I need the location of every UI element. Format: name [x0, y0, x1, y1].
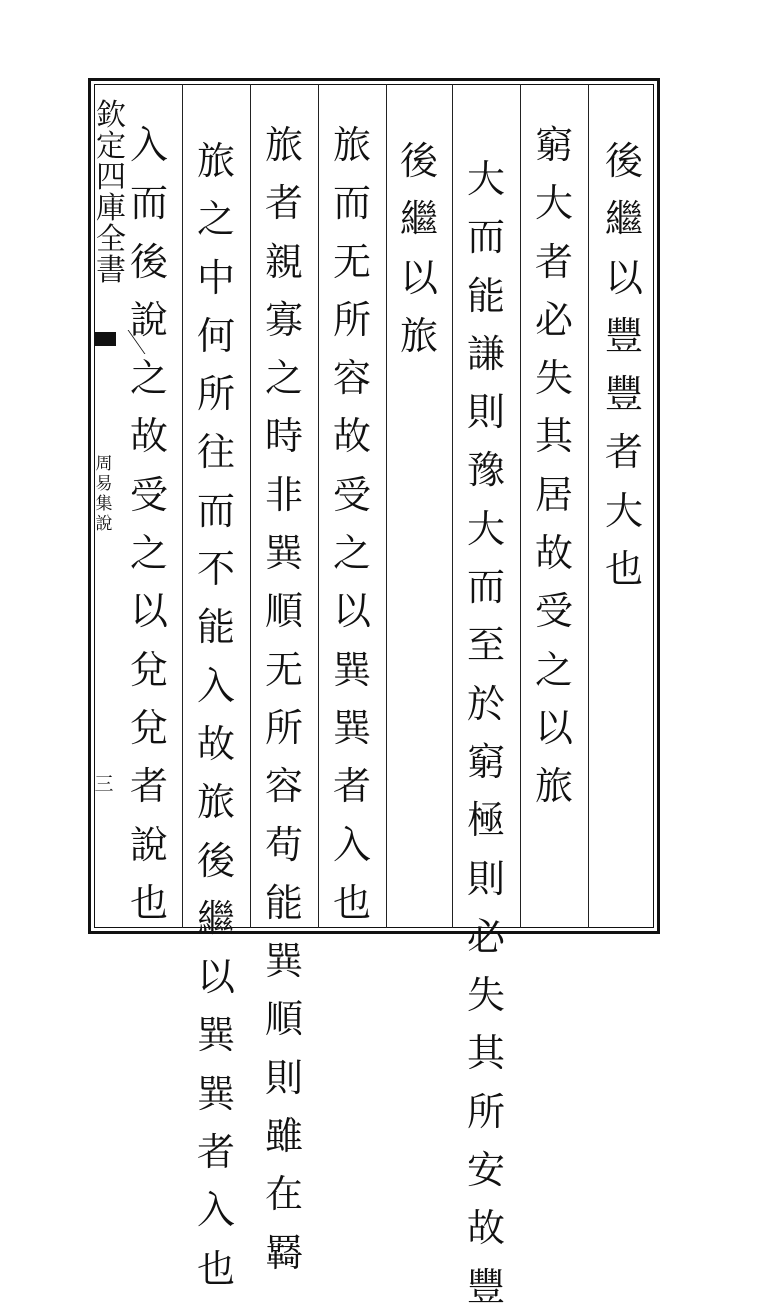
glyph: 而	[466, 565, 505, 610]
glyph: 集	[95, 494, 113, 514]
text-column-1	[597, 132, 651, 598]
text-column-3	[459, 150, 513, 1316]
glyph: 者	[129, 764, 168, 809]
text-column-6	[257, 116, 311, 1282]
glyph: 旅	[264, 123, 303, 167]
glyph: 說	[95, 514, 113, 534]
glyph: 之	[534, 647, 573, 692]
glyph: 之	[129, 356, 168, 401]
column-divider	[452, 84, 453, 928]
glyph: 至	[466, 623, 505, 668]
glyph: 在	[264, 1172, 303, 1217]
glyph: 於	[466, 681, 505, 726]
glyph: 後	[604, 139, 643, 183]
glyph: 後	[196, 838, 235, 883]
page-number: 三	[94, 773, 114, 795]
glyph: 極	[466, 798, 505, 843]
glyph: 入	[332, 822, 371, 867]
glyph: 也	[196, 1246, 235, 1291]
glyph: 入	[196, 663, 235, 708]
glyph: 謙	[466, 331, 505, 376]
column-divider	[588, 84, 589, 928]
glyph: 順	[264, 997, 303, 1042]
glyph: 豐	[604, 313, 643, 358]
glyph: 故	[332, 414, 371, 459]
glyph: 旅	[399, 313, 438, 358]
glyph: 者	[264, 181, 303, 226]
glyph: 以	[534, 705, 573, 750]
glyph: 居	[534, 472, 573, 517]
glyph: 无	[332, 239, 371, 284]
glyph: 巽	[196, 1071, 235, 1116]
glyph: 者	[604, 430, 643, 475]
glyph: 所	[332, 297, 371, 342]
glyph: 故	[129, 414, 168, 459]
glyph: 大	[534, 181, 573, 226]
glyph: 後	[399, 139, 438, 183]
glyph: 則	[264, 1055, 303, 1100]
glyph: 窮	[534, 123, 573, 167]
glyph: 之	[129, 531, 168, 576]
glyph: 大	[604, 488, 643, 533]
glyph: 非	[264, 472, 303, 517]
glyph: 四	[96, 160, 126, 195]
book-title	[93, 454, 115, 534]
glyph: 能	[264, 880, 303, 925]
glyph: 所	[264, 705, 303, 750]
glyph: 後	[129, 239, 168, 284]
glyph: 受	[129, 472, 168, 517]
glyph: 中	[196, 255, 235, 300]
glyph: 能	[196, 605, 235, 650]
glyph: 者	[534, 239, 573, 284]
glyph: 旅	[196, 780, 235, 825]
glyph: 書	[96, 253, 126, 288]
glyph: 說	[129, 297, 168, 342]
glyph: 以	[604, 255, 643, 300]
glyph: 能	[466, 273, 505, 318]
glyph: 其	[466, 1031, 505, 1076]
glyph: 豐	[604, 372, 643, 417]
glyph: 故	[196, 721, 235, 766]
glyph: 者	[332, 764, 371, 809]
text-column-8	[122, 116, 176, 932]
glyph: 以	[332, 589, 371, 634]
glyph: 也	[129, 880, 168, 925]
glyph: 豫	[466, 448, 505, 493]
glyph: 則	[466, 390, 505, 435]
glyph: 而	[332, 181, 371, 226]
glyph: 何	[196, 313, 235, 358]
glyph: 以	[399, 255, 438, 300]
glyph: 不	[196, 547, 235, 592]
glyph: 豐	[466, 1264, 505, 1309]
glyph: 入	[129, 123, 168, 167]
column-divider	[386, 84, 387, 928]
glyph: 之	[196, 197, 235, 242]
glyph: 旅	[534, 764, 573, 809]
column-divider	[520, 84, 521, 928]
glyph: 也	[332, 880, 371, 925]
glyph: 失	[466, 973, 505, 1018]
text-column-2	[527, 116, 581, 816]
glyph: 之	[332, 531, 371, 576]
glyph: 者	[196, 1130, 235, 1175]
column-divider	[250, 84, 251, 928]
glyph: 无	[264, 647, 303, 692]
glyph: 故	[466, 1206, 505, 1251]
glyph: 其	[534, 414, 573, 459]
glyph: 旅	[332, 123, 371, 167]
glyph: 巽	[264, 939, 303, 984]
glyph: 大	[466, 157, 505, 201]
glyph: 以	[129, 589, 168, 634]
glyph: 羇	[264, 1230, 303, 1275]
glyph: 兌	[129, 647, 168, 692]
glyph: 苟	[264, 822, 303, 867]
glyph: 必	[466, 914, 505, 959]
glyph: 容	[332, 356, 371, 401]
glyph: 時	[264, 414, 303, 459]
glyph: 說	[129, 822, 168, 867]
text-column-5	[325, 116, 379, 932]
glyph: 必	[534, 297, 573, 342]
text-column-7	[189, 132, 243, 1298]
column-divider	[318, 84, 319, 928]
glyph: 巽	[332, 705, 371, 750]
glyph: 周	[95, 454, 113, 474]
glyph: 定	[96, 129, 126, 164]
glyph: 全	[96, 222, 126, 257]
glyph: 失	[534, 356, 573, 401]
glyph: 易	[95, 474, 113, 494]
glyph: 旅	[196, 139, 235, 183]
glyph: 寡	[264, 297, 303, 342]
glyph: 入	[196, 1188, 235, 1233]
glyph: 繼	[196, 896, 235, 941]
glyph: 而	[129, 181, 168, 226]
glyph: 之	[264, 356, 303, 401]
glyph: 則	[466, 856, 505, 901]
glyph: 庫	[96, 191, 126, 226]
glyph: 欽	[96, 98, 126, 133]
glyph: 巽	[332, 647, 371, 692]
glyph: 受	[534, 589, 573, 634]
glyph: 以	[196, 955, 235, 1000]
glyph: 兌	[129, 705, 168, 750]
glyph: 順	[264, 589, 303, 634]
glyph: 容	[264, 764, 303, 809]
glyph: 受	[332, 472, 371, 517]
glyph: 雖	[264, 1114, 303, 1159]
glyph: 所	[196, 372, 235, 417]
glyph: 故	[534, 531, 573, 576]
glyph: 而	[196, 488, 235, 533]
glyph: 也	[604, 547, 643, 592]
glyph: 巽	[196, 1013, 235, 1058]
glyph: 安	[466, 1148, 505, 1193]
text-column-4	[392, 132, 446, 365]
glyph: 巽	[264, 531, 303, 576]
column-divider	[182, 84, 183, 928]
glyph: 大	[466, 506, 505, 551]
glyph: 窮	[466, 739, 505, 784]
glyph: 親	[264, 239, 303, 284]
glyph: 繼	[399, 197, 438, 242]
glyph: 繼	[604, 197, 643, 242]
glyph: 往	[196, 430, 235, 475]
glyph: 而	[466, 215, 505, 260]
glyph: 所	[466, 1089, 505, 1134]
